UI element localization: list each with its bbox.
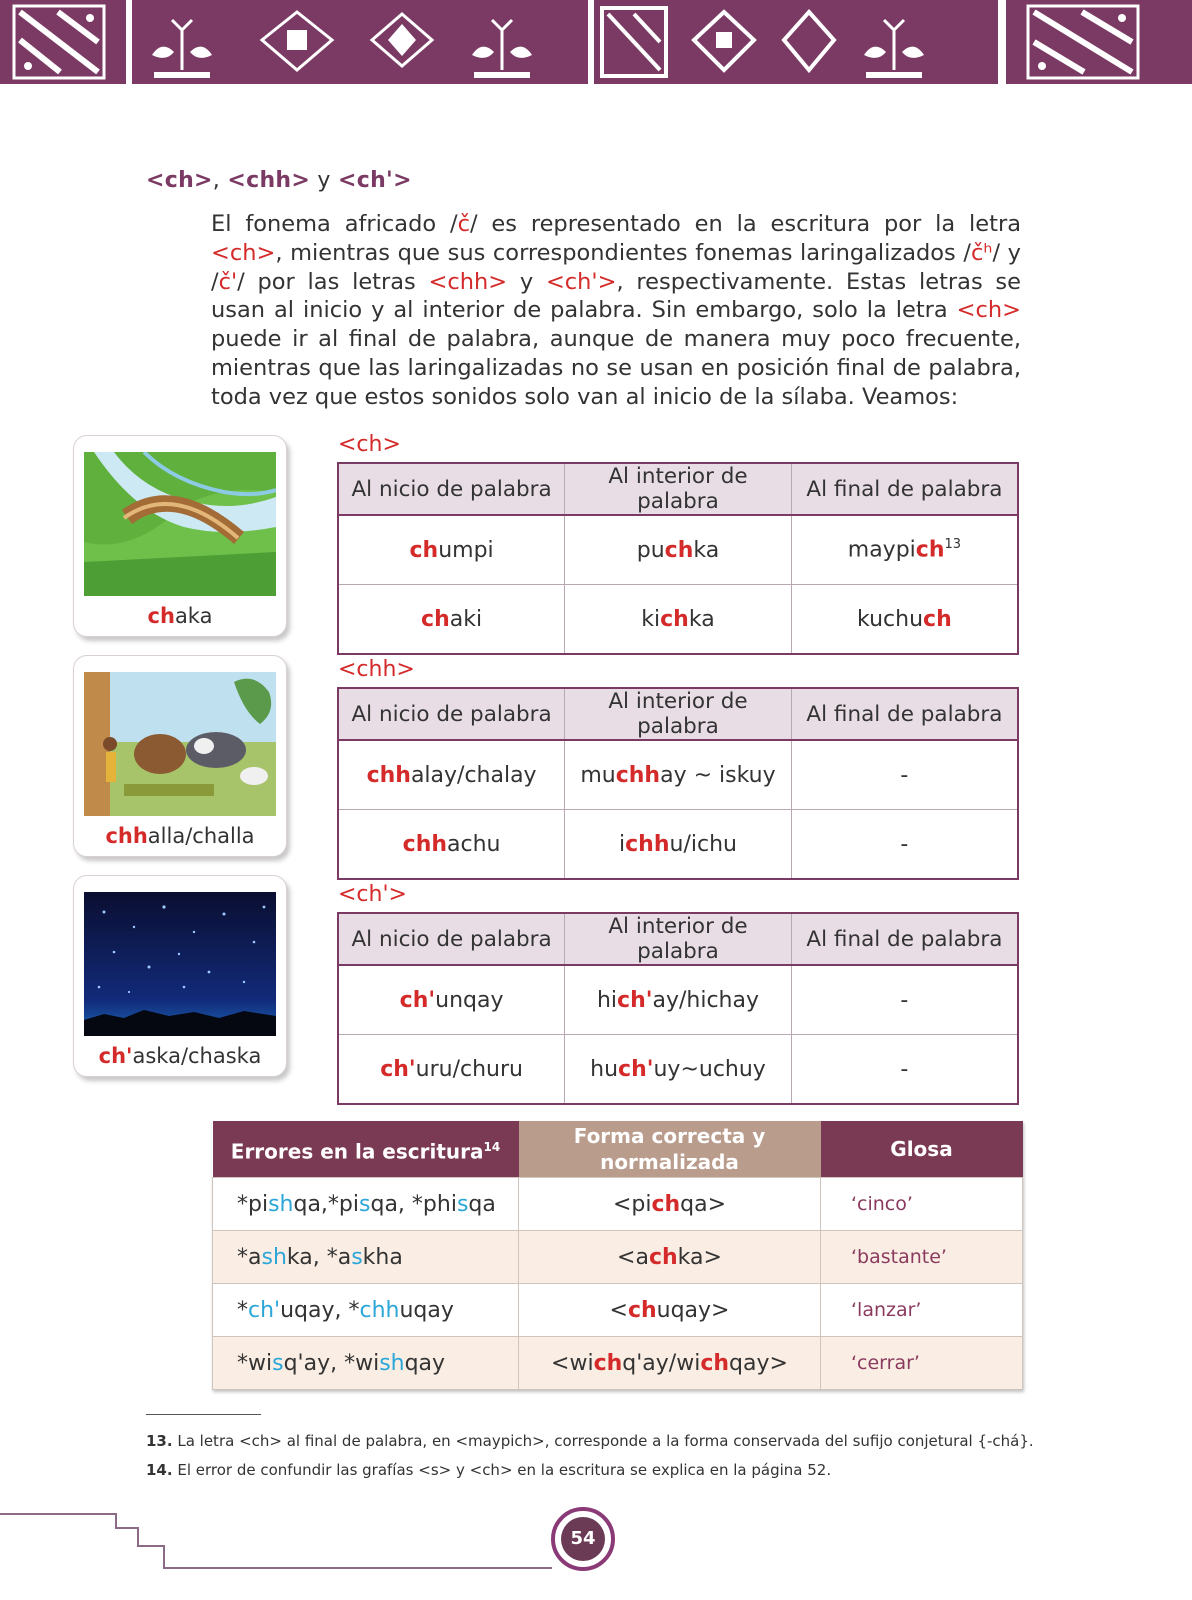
writing-errors-table	[212, 1121, 1023, 1390]
picture-card-chaka	[73, 435, 287, 637]
table-label-chh: <chh>	[338, 657, 415, 682]
column-header-gloss: Glosa	[821, 1121, 1023, 1178]
column-header-correct-form: Forma correcta y normalizada	[519, 1121, 821, 1178]
table-cell: ichhu/ichu	[565, 810, 792, 880]
table-row	[338, 965, 1018, 1035]
starry-sky-illustration	[84, 892, 276, 1036]
examples-table-chq	[337, 912, 1019, 1105]
page-number-badge	[551, 1507, 615, 1571]
footnote-13: 13. La letra <ch> al final de palabra, en <maypich>, corresponde a la forma conservada del sufijo conjetural {-chá}.	[146, 1432, 1034, 1450]
column-header: Al nicio de palabra	[338, 688, 565, 740]
table-cell: chaki	[338, 585, 565, 655]
table-cell: ‘lanzar’	[821, 1284, 1023, 1337]
table-cell: hich'ay/hichay	[565, 965, 792, 1035]
table-row	[213, 1337, 1023, 1390]
banner-geometric-motif	[594, 0, 998, 84]
column-header-errors: Errores en la escritura$^{14}$	[213, 1121, 519, 1178]
banner-bird-motif	[132, 0, 588, 84]
footnote-14: 14. El error de confundir las grafías <s> y <ch> en la escritura se explica en la página 52.	[146, 1461, 832, 1479]
table-cell: *ashka, *askha	[213, 1231, 519, 1284]
table-row	[213, 1178, 1023, 1231]
table-cell: ‘bastante’	[821, 1231, 1023, 1284]
table-cell: -	[791, 810, 1018, 880]
table-cell: <achka>	[519, 1231, 821, 1284]
table-label-chq: <ch'>	[338, 882, 407, 907]
table-cell: ‘cinco’	[821, 1178, 1023, 1231]
bottom-step-line	[0, 1510, 560, 1574]
bridge-illustration	[84, 452, 276, 596]
table-cell: puchka	[565, 515, 792, 585]
footnote-ref: 13	[944, 537, 962, 553]
table-cell: ‘cerrar’	[821, 1337, 1023, 1390]
table-cell: chhachu	[338, 810, 565, 880]
table-cell: <pichqa>	[519, 1178, 821, 1231]
intro-paragraph: El fonema africado /č/ es representado en la escritura por la letra <ch>, mientras que sus correspondientes fonemas laringalizados /čʰ/ y /č'/ por las letras <chh> y <ch'>, respectivamente. Estas letras se usan al inicio y al interior de palabra. Sin embargo, solo la letra <ch> puede ir al final de palabra, aunque de manera muy poco frecuente, mientras que las laringalizadas no se usan en posición final de palabra, toda vez que estos sonidos solo van al inicio de la sílaba. Veamos:	[211, 211, 1021, 410]
table-row	[338, 740, 1018, 810]
table-cell: -	[791, 1035, 1018, 1105]
card-caption: chaka	[147, 604, 213, 628]
banner-diamond-motif	[0, 0, 126, 84]
section-title: <ch>, <chh> y <ch'>	[146, 168, 412, 193]
column-header: Al interior de palabra	[565, 913, 792, 965]
table-row	[338, 515, 1018, 585]
table-row	[213, 1231, 1023, 1284]
table-cell: -	[791, 965, 1018, 1035]
table-cell: *wisq'ay, *wishqay	[213, 1337, 519, 1390]
farm-animals-illustration	[84, 672, 276, 816]
card-caption: ch'aska/chaska	[98, 1044, 262, 1068]
table-cell: ch'unqay	[338, 965, 565, 1035]
column-header: Al nicio de palabra	[338, 913, 565, 965]
table-cell: huch'uy~uchuy	[565, 1035, 792, 1105]
column-header: Al final de palabra	[791, 688, 1018, 740]
banner-diamond-motif-right	[1006, 0, 1192, 84]
table-cell: kichka	[565, 585, 792, 655]
examples-table-chh	[337, 687, 1019, 880]
column-header: Al nicio de palabra	[338, 463, 565, 515]
table-header-row	[338, 688, 1018, 740]
table-header-row	[338, 463, 1018, 515]
table-cell: <wichq'ay/wichqay>	[519, 1337, 821, 1390]
table-cell: -	[791, 740, 1018, 810]
picture-card-chhalla	[73, 655, 287, 857]
table-cell: <chuqay>	[519, 1284, 821, 1337]
table-row	[213, 1284, 1023, 1337]
table-row	[338, 810, 1018, 880]
table-cell: muchhay ~ iskuy	[565, 740, 792, 810]
table-cell: ch'uru/churu	[338, 1035, 565, 1105]
picture-card-chaska	[73, 875, 287, 1077]
page-number: 54	[561, 1517, 605, 1561]
table-cell: kuchuch	[791, 585, 1018, 655]
column-header: Al final de palabra	[791, 913, 1018, 965]
table-cell: chumpi	[338, 515, 565, 585]
table-cell: *pishqa,*pisqa, *phisqa	[213, 1178, 519, 1231]
examples-table-ch	[337, 462, 1019, 655]
column-header: Al final de palabra	[791, 463, 1018, 515]
table-row	[338, 585, 1018, 655]
table-row	[338, 1035, 1018, 1105]
column-header: Al interior de palabra	[565, 463, 792, 515]
decorative-banner	[0, 0, 1192, 84]
column-header: Al interior de palabra	[565, 688, 792, 740]
table-header-row	[338, 913, 1018, 965]
table-cell: chhalay/chalay	[338, 740, 565, 810]
table-label-ch: <ch>	[338, 432, 401, 457]
card-caption: chhalla/challa	[105, 824, 255, 848]
table-cell: *ch'uqay, *chhuqay	[213, 1284, 519, 1337]
table-cell: maypich$^{13}$	[791, 515, 1018, 585]
table-header-row	[213, 1121, 1023, 1178]
footnote-divider	[146, 1414, 261, 1415]
